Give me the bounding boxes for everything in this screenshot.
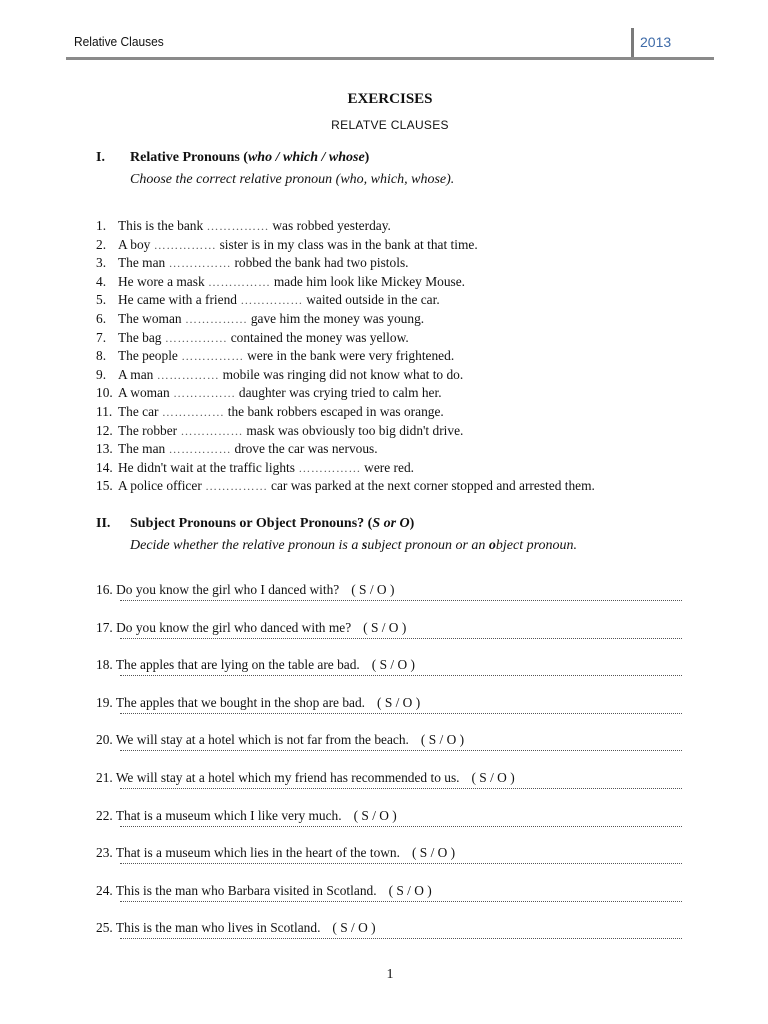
exercise-item [96, 422, 595, 441]
exercise-text-after: car was parked at the next corner stopped and arrested them. [271, 478, 595, 494]
exercise-item [96, 254, 595, 273]
exercise-text: Do you know the girl who I danced with? [116, 582, 340, 597]
section1-number: I. [96, 150, 105, 165]
instr-part-1: Decide whether the relative pronoun is a [130, 538, 362, 553]
so-choice[interactable]: ( S / O ) [388, 882, 432, 898]
header-title: Relative Clauses [74, 34, 164, 49]
exercise-text-before: He didn't wait at the traffic lights [118, 459, 295, 475]
exercise-item [96, 347, 595, 366]
exercise-number: 1. [96, 218, 107, 233]
exercise-text-before: The man [118, 441, 166, 457]
exercise-text-after: the bank robbers escaped in was orange. [227, 403, 444, 419]
exercise-text: We will stay at a hotel which is not far from the beach. [115, 732, 409, 748]
exercise-text: We will stay at a hotel which my friend has recommended to us. [115, 769, 460, 785]
exercise-text-after: mask was obviously too big didn't drive. [246, 422, 464, 438]
instr-part-3: bject pronoun. [495, 538, 578, 553]
answer-blank[interactable]: …………… [173, 386, 236, 401]
instr-s: s [361, 538, 368, 553]
answer-blank[interactable]: …………… [168, 442, 232, 457]
exercise-text-before: A man [118, 366, 154, 382]
exercise-text-after: robbed the bank had two pistols. [234, 255, 409, 271]
exercise-question [96, 731, 686, 749]
answer-blank[interactable]: …………… [153, 237, 217, 252]
exercise-text-after: were in the bank were very frightened. [247, 348, 455, 364]
exercise-item [96, 731, 686, 769]
exercise-text-after: drove the car was nervous. [234, 441, 378, 457]
exercise-item [96, 844, 686, 882]
exercise-number: 19. [96, 694, 113, 710]
exercise-number: 10. [96, 385, 113, 401]
answer-blank[interactable]: …………… [168, 256, 232, 271]
answer-blank[interactable]: …………… [156, 367, 220, 382]
exercise-text-after: waited outside in the car. [306, 292, 440, 308]
exercise-text-before: A woman [118, 385, 170, 401]
exercise-item [96, 769, 686, 807]
exercise-question [96, 807, 686, 825]
exercise-number: 12. [96, 422, 113, 438]
section2-title [130, 516, 414, 532]
exercise-text: The apples that we bought in the shop are bad. [115, 694, 366, 710]
exercise-item [96, 440, 595, 459]
answer-blank[interactable]: …………… [205, 479, 268, 494]
exercise-item [96, 403, 595, 422]
exercise-text-after: sister is in my class was in the bank at that time. [219, 236, 478, 252]
so-choice[interactable]: ( S / O ) [411, 845, 456, 861]
exercise-item [96, 329, 595, 348]
exercise-item [96, 581, 686, 619]
exercise-text-after: was robbed yesterday. [272, 218, 391, 233]
exercise-item [96, 217, 595, 236]
exercise-text-before: The bag [118, 329, 162, 345]
page-number: 1 [386, 967, 394, 982]
so-choice[interactable]: ( S / O ) [377, 694, 421, 710]
exercise-item [96, 919, 686, 957]
answer-line[interactable] [120, 938, 682, 939]
section1-title-suffix: ) [364, 150, 370, 165]
exercise-number: 3. [96, 255, 107, 271]
exercise-number: 18. [96, 657, 113, 673]
exercise-question [96, 619, 686, 637]
exercise-item [96, 882, 686, 920]
section2-instruction [130, 538, 577, 554]
exercise-item [96, 310, 595, 329]
exercise-text-before: The car [118, 403, 159, 419]
section1-instruction: Choose the correct relative pronoun (who, which, whose). [130, 172, 455, 187]
answer-blank[interactable]: …………… [298, 460, 361, 475]
exercise-number: 7. [96, 329, 107, 345]
answer-blank[interactable]: …………… [184, 311, 248, 326]
answer-line[interactable] [120, 638, 682, 639]
exercise-number: 6. [96, 310, 107, 326]
exercise-text-after: gave him the money was young. [250, 310, 425, 326]
exercise-number: 23. [96, 845, 113, 861]
answer-line[interactable] [120, 675, 682, 676]
exercise-text: That is a museum which lies in the heart of the town. [115, 845, 400, 861]
exercise-number: 25. [96, 920, 113, 936]
section1-title-italic: who / which / whose [247, 150, 365, 165]
exercise-text-before: A police officer [118, 478, 202, 494]
answer-blank[interactable]: …………… [240, 293, 303, 308]
so-choice[interactable]: ( S / O ) [371, 657, 415, 673]
exercise-question [96, 882, 686, 900]
exercise-number: 4. [96, 273, 107, 289]
exercise-item [96, 656, 686, 694]
exercise-number: 21. [96, 769, 113, 785]
instr-part-2: ubject pronoun or an [367, 538, 489, 553]
answer-blank[interactable]: …………… [161, 404, 225, 419]
exercise-item [96, 236, 595, 255]
instr-o: o [488, 538, 496, 553]
exercise-number: 9. [96, 366, 107, 382]
section1-title [130, 150, 369, 166]
answer-line[interactable] [120, 600, 682, 601]
exercise-text: This is the man who lives in Scotland. [115, 920, 321, 936]
exercise-list-2 [96, 581, 686, 957]
page-title: EXERCISES [347, 91, 433, 107]
exercise-item [96, 384, 595, 403]
exercise-number: 14. [96, 459, 113, 475]
exercise-text-before: A boy [118, 236, 151, 252]
exercise-number: 20. [96, 732, 113, 748]
answer-blank[interactable]: …………… [206, 219, 270, 233]
exercise-text: The apples that are lying on the table are bad. [115, 657, 360, 673]
exercise-question [96, 769, 686, 787]
so-choice[interactable]: ( S / O ) [332, 920, 376, 936]
exercise-text-before: The woman [118, 310, 182, 326]
so-choice[interactable]: ( S / O ) [420, 732, 465, 748]
exercise-item [96, 291, 595, 310]
exercise-question [96, 656, 686, 674]
answer-line[interactable] [120, 750, 682, 751]
exercise-item [96, 273, 595, 292]
answer-line[interactable] [120, 713, 682, 714]
exercise-number: 17. [96, 619, 113, 635]
exercise-text-before: He came with a friend [118, 292, 237, 308]
exercise-question [96, 581, 686, 599]
answer-line[interactable] [120, 901, 682, 902]
exercise-item [96, 619, 686, 657]
page-subtitle: RELATVE CLAUSES [331, 118, 449, 132]
exercise-text-after: were red. [364, 459, 414, 475]
answer-blank[interactable]: …………… [180, 423, 243, 438]
exercise-question [96, 694, 686, 712]
section2-title-suffix: ) [409, 516, 415, 531]
exercise-text-after: daughter was crying tried to calm her. [238, 385, 442, 401]
so-choice[interactable]: ( S / O ) [363, 619, 407, 635]
exercise-number: 15. [96, 478, 113, 494]
header-divider [631, 28, 634, 58]
exercise-text: Do you know the girl who danced with me? [116, 619, 352, 635]
answer-line[interactable] [120, 826, 682, 827]
exercise-number: 5. [96, 292, 107, 308]
exercise-text-before: This is the bank [118, 218, 204, 233]
answer-blank[interactable]: …………… [164, 330, 228, 345]
exercise-question [96, 919, 686, 937]
exercise-number: 16. [96, 582, 113, 597]
so-choice[interactable]: ( S / O ) [353, 807, 397, 823]
so-choice[interactable]: ( S / O ) [471, 769, 515, 785]
section2-title-italic: S or O [372, 516, 410, 531]
exercise-number: 24. [96, 882, 113, 898]
exercise-text-after: mobile was ringing did not know what to do. [222, 366, 464, 382]
exercise-number: 2. [96, 236, 107, 252]
exercise-number: 13. [96, 441, 113, 457]
exercise-text-before: The people [118, 348, 178, 364]
exercise-text: That is a museum which I like very much. [115, 807, 342, 823]
exercise-number: 22. [96, 807, 113, 823]
exercise-text: This is the man who Barbara visited in Scotland. [115, 882, 377, 898]
section2-title-prefix: Subject Pronouns or Object Pronouns? ( [130, 516, 373, 531]
page-header [66, 28, 714, 60]
section2-number: II. [96, 516, 111, 531]
exercise-item [96, 807, 686, 845]
exercise-text-before: The man [118, 255, 166, 271]
header-year: 2013 [640, 34, 672, 50]
exercise-text-before: He wore a mask [118, 273, 205, 289]
so-choice[interactable]: ( S / O ) [351, 582, 395, 597]
exercise-text-before: The robber [118, 422, 178, 438]
answer-line[interactable] [120, 863, 682, 864]
exercise-text-after: made him look like Mickey Mouse. [273, 273, 466, 289]
answer-blank[interactable]: …………… [181, 349, 244, 364]
exercise-text-after: contained the money was yellow. [230, 329, 409, 345]
exercise-question [96, 844, 686, 862]
exercise-number: 8. [96, 348, 107, 364]
exercise-item [96, 694, 686, 732]
header-rule [66, 57, 714, 60]
exercise-item [96, 459, 595, 478]
exercise-item [96, 366, 595, 385]
exercise-number: 11. [96, 403, 113, 419]
exercise-list-1 [96, 217, 595, 496]
answer-line[interactable] [120, 788, 682, 789]
answer-blank[interactable]: …………… [208, 274, 271, 289]
section1-title-prefix: Relative Pronouns ( [130, 150, 248, 165]
exercise-item [96, 477, 595, 496]
